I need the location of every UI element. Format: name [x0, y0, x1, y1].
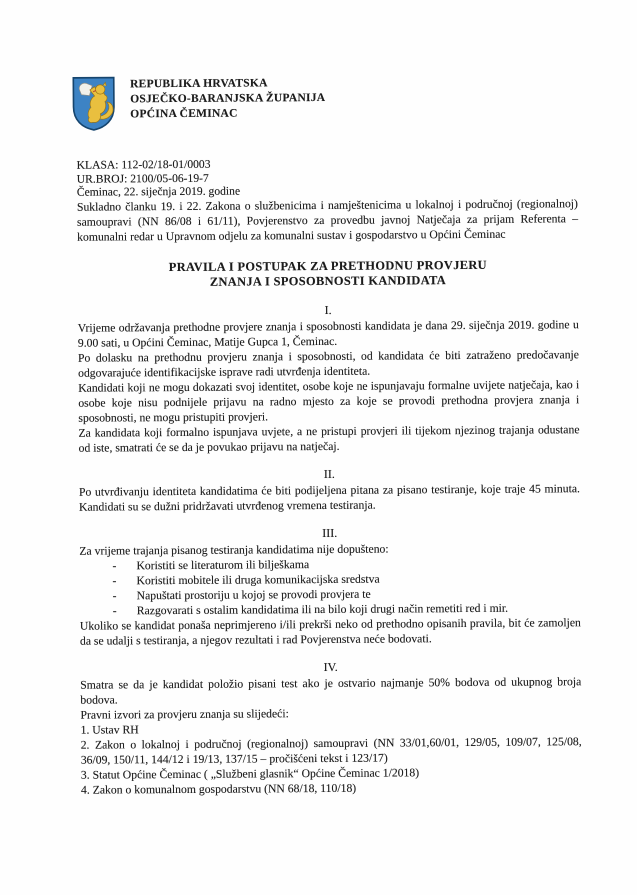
- section-1-paragraph: Za kandidata koji formalno ispunjava uvjete, a ne pristupi provjeri ili tijekom njezinog trajanja odustane od iste, smatrati će se da je povukao prijavu na natječaj.: [78, 422, 580, 455]
- klasa-line: KLASA: 112-02/18-01/0003: [76, 157, 211, 172]
- org-line-municipality: OPĆINA ČEMINAC: [130, 107, 238, 121]
- org-line-county: OSJEČKO-BARANJSKA ŽUPANIJA: [130, 91, 326, 106]
- legal-source-item: 4. Zakon o komunalnom gospodarstvu (NN 68/18, 110/18): [80, 781, 357, 797]
- section-4-paragraph: Pravni izvori za provjeru znanja su slijedeći:: [80, 707, 289, 722]
- legal-source-item: 1. Ustav RH: [80, 723, 139, 737]
- letterhead: [70, 71, 577, 133]
- urbroj-line: UR.BROJ: 2100/05-06-19-7: [76, 171, 209, 186]
- bullet-dash: -: [112, 604, 117, 618]
- org-name-block: [130, 73, 325, 122]
- section-heading-1: I.: [324, 302, 332, 317]
- bullet-dash: -: [112, 589, 117, 603]
- document-title-line-1: PRAVILA I POSTUPAK ZA PRETHODNU PROVJERU: [168, 257, 487, 274]
- coat-of-arms-icon: [70, 74, 117, 132]
- section-3-paragraph: Ukoliko se kandidat ponaša neprimjereno i/ili prekrši neko od prethodno opisanih pravila, bit će zamoljen da se udalji s testiranja, a njegov rezultati i rad Povjerenstva neće bodovati.: [79, 615, 581, 648]
- section-heading-3: III.: [322, 525, 338, 540]
- legal-source-item: 3. Statut Općine Čeminac ( „Službeni glasnik“ Općine Čeminac 1/2018): [80, 766, 420, 782]
- bullet-dash: -: [112, 559, 117, 573]
- intro-paragraph: Sukladno članku 19. i 22. Zakona o službenicima i namještenicima u lokalnoj i područnoj (regionalnoj) samoupravi (NN 86/08 i 61/11), Povjerenstvo za provedbu javnoj Natječaja za prijam Referenta – komunalni redar u Upravnom odjelu za komunalni sustav i gospodarstvo u Općini Čeminac: [76, 196, 579, 244]
- section-2-paragraph: Po utvrđivanju identiteta kandidatima će biti podijeljena pitana za pisano testiranje, koje traje 45 minuta. Kandidati su se dužni pridržavati utvrđenog vremena testiranja.: [78, 481, 580, 514]
- section-heading-4: IV.: [323, 659, 338, 674]
- bullet-text: Koristiti se literaturom ili bilješkama: [136, 557, 310, 573]
- section-4-paragraph: Smatra se da je kandidat položio pisani test ako je ostvario najmanje 50% bodova od ukupnog broja bodova.: [80, 674, 582, 707]
- legal-source-item: 2. Zakon o lokalnoj i područnoj (regionalnoj) samoupravi (NN 33/01,60/01, 129/05, 109/07, 125/08, 36/09, 150/11, 144/12 i 19/13, 137/15 – pročišćeni tekst i 123/17): [80, 734, 582, 767]
- document-title: [77, 257, 578, 291]
- bullet-text: Koristiti mobitele ili druga komunikacijska sredstva: [136, 572, 380, 588]
- document-meta: [77, 155, 578, 199]
- bullet-dash: -: [112, 574, 117, 588]
- bullet-text: Razgovarati s ostalim kandidatima ili na bilo koji drugi način remetiti red i mir.: [136, 601, 509, 618]
- section-1-paragraph: Kandidati koji ne mogu dokazati svoj identitet, osobe koje ne ispunjavaju formalne uvijete natječaja, kao i osobe koje nisu podnijele prijavu na radno mjesto za koje se provodi prethodna provjera znanja i sposobnosti, ne mogu pristupiti provjeri.: [78, 377, 580, 425]
- place-date-line: Čeminac, 22. siječnja 2019. godine: [76, 184, 241, 199]
- document-content: [76, 71, 582, 797]
- document-title-line-2: ZNANJA I SPOSOBNOSTI KANDIDATA: [209, 273, 447, 290]
- section-heading-2: II.: [323, 466, 335, 481]
- section-1-paragraph: Po dolasku na prethodnu provjeru znanja i sposobnosti, od kandidata će biti zatraženo predočavanje odgovarajuće identifikacijske isprave radi utvrđenja identiteta.: [77, 347, 580, 380]
- org-line-country: REPUBLIKA HRVATSKA: [130, 77, 268, 91]
- section-1-paragraph: Vrijeme održavanja prethodne provjere znanja i sposobnosti kandidata je dana 29. siječnja 2019. godine u 9.00 sati, u Općini Čeminac, Matije Gupca 1, Čeminac.: [77, 317, 579, 350]
- bullet-text: Napuštati prostoriju u kojoj se provodi provjera te: [136, 587, 371, 603]
- section-3-lead: Za vrijeme trajanja pisanog testiranja kandidatima nije dopušteno:: [79, 542, 389, 558]
